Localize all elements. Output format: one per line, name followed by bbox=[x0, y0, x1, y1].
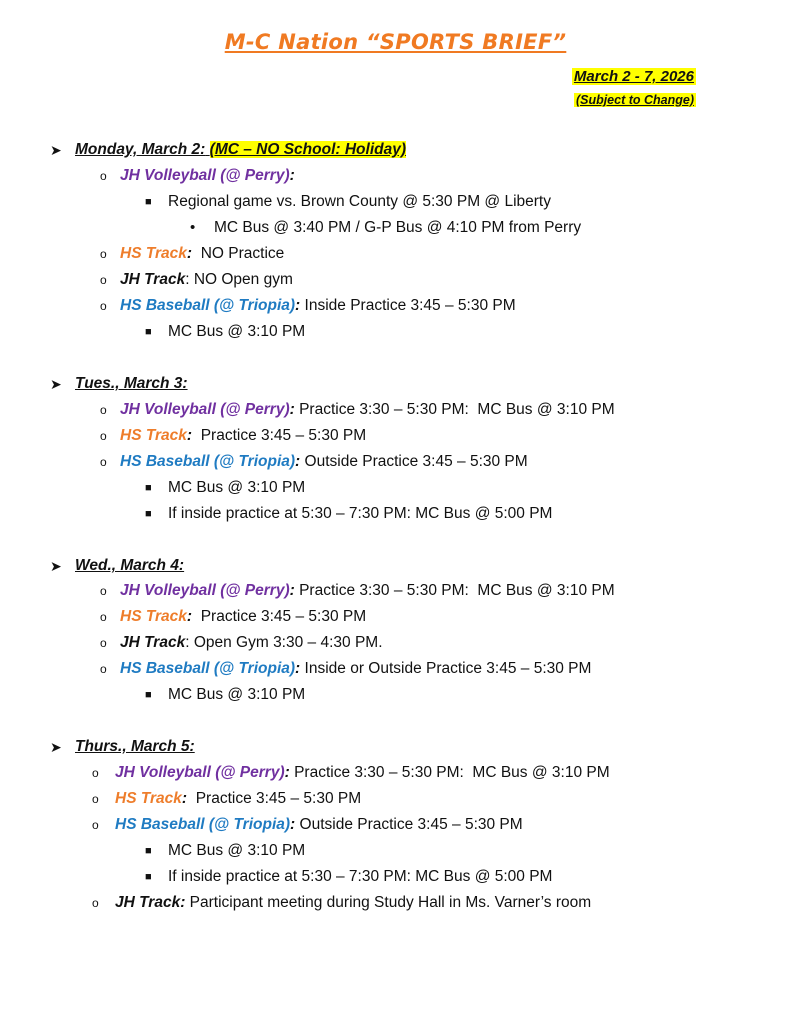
wednesday-jh-volleyball bbox=[120, 580, 615, 602]
circle-bullet-icon: o bbox=[100, 403, 107, 417]
monday-hs-baseball bbox=[120, 295, 516, 317]
tuesday-hs-baseball bbox=[120, 451, 528, 473]
tuesday-jh-volleyball bbox=[120, 399, 615, 421]
page-title: M-C Nation “SPORTS BRIEF” bbox=[224, 30, 567, 54]
circle-bullet-icon: o bbox=[92, 792, 99, 806]
day-heading-tuesday: Tues., March 3: bbox=[75, 375, 188, 392]
sport-label: JH Volleyball (@ Perry) bbox=[120, 401, 290, 418]
subject-to-change-note: (Subject to Change) bbox=[575, 93, 694, 107]
date-range: March 2 - 7, 2026 bbox=[573, 68, 694, 85]
circle-bullet-icon: o bbox=[100, 247, 107, 261]
circle-bullet-icon: o bbox=[92, 766, 99, 780]
sport-label: HS Baseball (@ Triopia) bbox=[120, 660, 296, 677]
schedule-text: Inside Practice 3:45 – 5:30 PM bbox=[300, 297, 516, 314]
circle-bullet-icon: o bbox=[100, 169, 107, 183]
schedule-text: Practice 3:30 – 5:30 PM: MC Bus @ 3:10 PM bbox=[289, 764, 610, 781]
thursday-jh-volleyball bbox=[115, 762, 610, 784]
circle-bullet-icon: o bbox=[92, 896, 99, 910]
label-colon: : bbox=[181, 790, 188, 807]
sport-label: HS Baseball (@ Triopia) bbox=[120, 297, 296, 314]
arrow-bullet-icon: ➤ bbox=[50, 739, 62, 755]
arrow-bullet-icon: ➤ bbox=[50, 142, 62, 158]
day-heading-wednesday: Wed., March 4: bbox=[75, 557, 185, 574]
wednesday-hs-baseball bbox=[120, 658, 591, 680]
circle-bullet-icon: o bbox=[100, 429, 107, 443]
monday-jh-volleyball-detail: Regional game vs. Brown County @ 5:30 PM @ Liberty bbox=[168, 193, 551, 210]
circle-bullet-icon: o bbox=[92, 818, 99, 832]
thursday-jh-track bbox=[115, 892, 591, 914]
label-colon: : bbox=[295, 660, 301, 677]
label-colon: : bbox=[186, 245, 193, 262]
label-colon: : bbox=[290, 816, 296, 833]
sport-label: HS Track bbox=[115, 790, 182, 807]
day-heading-thursday: Thurs., March 5: bbox=[75, 738, 195, 755]
sport-label: HS Baseball (@ Triopia) bbox=[115, 816, 291, 833]
label-colon: : bbox=[186, 608, 193, 625]
tuesday-hs-track bbox=[120, 425, 366, 447]
circle-bullet-icon: o bbox=[100, 584, 107, 598]
sport-label: JH Volleyball (@ Perry) bbox=[120, 167, 290, 184]
square-bullet-icon: ■ bbox=[145, 845, 152, 857]
schedule-text: Practice 3:45 – 5:30 PM bbox=[187, 790, 362, 807]
square-bullet-icon: ■ bbox=[145, 508, 152, 520]
circle-bullet-icon: o bbox=[100, 610, 107, 624]
monday-jh-volleyball bbox=[120, 165, 295, 187]
square-bullet-icon: ■ bbox=[145, 482, 152, 494]
monday-hs-baseball-bus: MC Bus @ 3:10 PM bbox=[168, 323, 306, 340]
dot-bullet-icon: • bbox=[190, 219, 196, 236]
label-colon: : bbox=[295, 453, 301, 470]
arrow-bullet-icon: ➤ bbox=[50, 376, 62, 392]
label-colon: : bbox=[186, 427, 193, 444]
square-bullet-icon: ■ bbox=[145, 871, 152, 883]
schedule-text: Participant meeting during Study Hall in Ms. Varner’s room bbox=[185, 894, 592, 911]
sport-label: JH Track bbox=[120, 634, 186, 651]
monday-jh-volleyball-bus: MC Bus @ 3:40 PM / G-P Bus @ 4:10 PM from Perry bbox=[214, 219, 582, 236]
thursday-hs-baseball bbox=[115, 814, 523, 836]
arrow-bullet-icon: ➤ bbox=[50, 558, 62, 574]
tuesday-hs-baseball-bus: MC Bus @ 3:10 PM bbox=[168, 479, 306, 496]
label-colon: : bbox=[289, 582, 295, 599]
schedule-text: : NO Open gym bbox=[185, 271, 293, 288]
monday-jh-track bbox=[120, 269, 293, 291]
circle-bullet-icon: o bbox=[100, 662, 107, 676]
schedule-text: : Open Gym 3:30 – 4:30 PM. bbox=[185, 634, 383, 651]
day-heading-monday bbox=[75, 139, 406, 161]
sport-label: JH Volleyball (@ Perry) bbox=[115, 764, 285, 781]
monday-hs-track bbox=[120, 243, 284, 265]
sport-label: HS Track bbox=[120, 608, 187, 625]
square-bullet-icon: ■ bbox=[145, 326, 152, 338]
sport-label: JH Volleyball (@ Perry) bbox=[120, 582, 290, 599]
wednesday-hs-track bbox=[120, 606, 366, 628]
label-colon: : bbox=[289, 401, 295, 418]
square-bullet-icon: ■ bbox=[145, 196, 152, 208]
schedule-text: Inside or Outside Practice 3:45 – 5:30 PM bbox=[300, 660, 592, 677]
circle-bullet-icon: o bbox=[100, 455, 107, 469]
label-colon: : bbox=[289, 167, 295, 184]
schedule-text: NO Practice bbox=[192, 245, 285, 262]
label-colon: : bbox=[295, 297, 301, 314]
thursday-hs-track bbox=[115, 788, 361, 810]
circle-bullet-icon: o bbox=[100, 299, 107, 313]
sport-label: HS Track bbox=[120, 427, 187, 444]
schedule-text: Outside Practice 3:45 – 5:30 PM bbox=[300, 453, 528, 470]
square-bullet-icon: ■ bbox=[145, 689, 152, 701]
thursday-hs-baseball-inside: If inside practice at 5:30 – 7:30 PM: MC Bus @ 5:00 PM bbox=[168, 868, 553, 885]
tuesday-hs-baseball-inside: If inside practice at 5:30 – 7:30 PM: MC Bus @ 5:00 PM bbox=[168, 505, 553, 522]
sport-label: HS Track bbox=[120, 245, 187, 262]
wednesday-jh-track bbox=[120, 632, 383, 654]
schedule-text: Practice 3:45 – 5:30 PM bbox=[192, 427, 367, 444]
holiday-note: (MC – NO School: Holiday) bbox=[209, 141, 406, 158]
schedule-text: Practice 3:45 – 5:30 PM bbox=[192, 608, 367, 625]
thursday-hs-baseball-bus: MC Bus @ 3:10 PM bbox=[168, 842, 306, 859]
sport-label: JH Track: bbox=[115, 894, 186, 911]
circle-bullet-icon: o bbox=[100, 273, 107, 287]
schedule-text: Outside Practice 3:45 – 5:30 PM bbox=[295, 816, 523, 833]
sport-label: JH Track bbox=[120, 271, 186, 288]
day-label: Monday, March 2: bbox=[75, 141, 206, 158]
sport-label: HS Baseball (@ Triopia) bbox=[120, 453, 296, 470]
circle-bullet-icon: o bbox=[100, 636, 107, 650]
label-colon: : bbox=[284, 764, 290, 781]
schedule-text: Practice 3:30 – 5:30 PM: MC Bus @ 3:10 PM bbox=[294, 401, 615, 418]
wednesday-hs-baseball-bus: MC Bus @ 3:10 PM bbox=[168, 686, 306, 703]
schedule-text: Practice 3:30 – 5:30 PM: MC Bus @ 3:10 PM bbox=[294, 582, 615, 599]
